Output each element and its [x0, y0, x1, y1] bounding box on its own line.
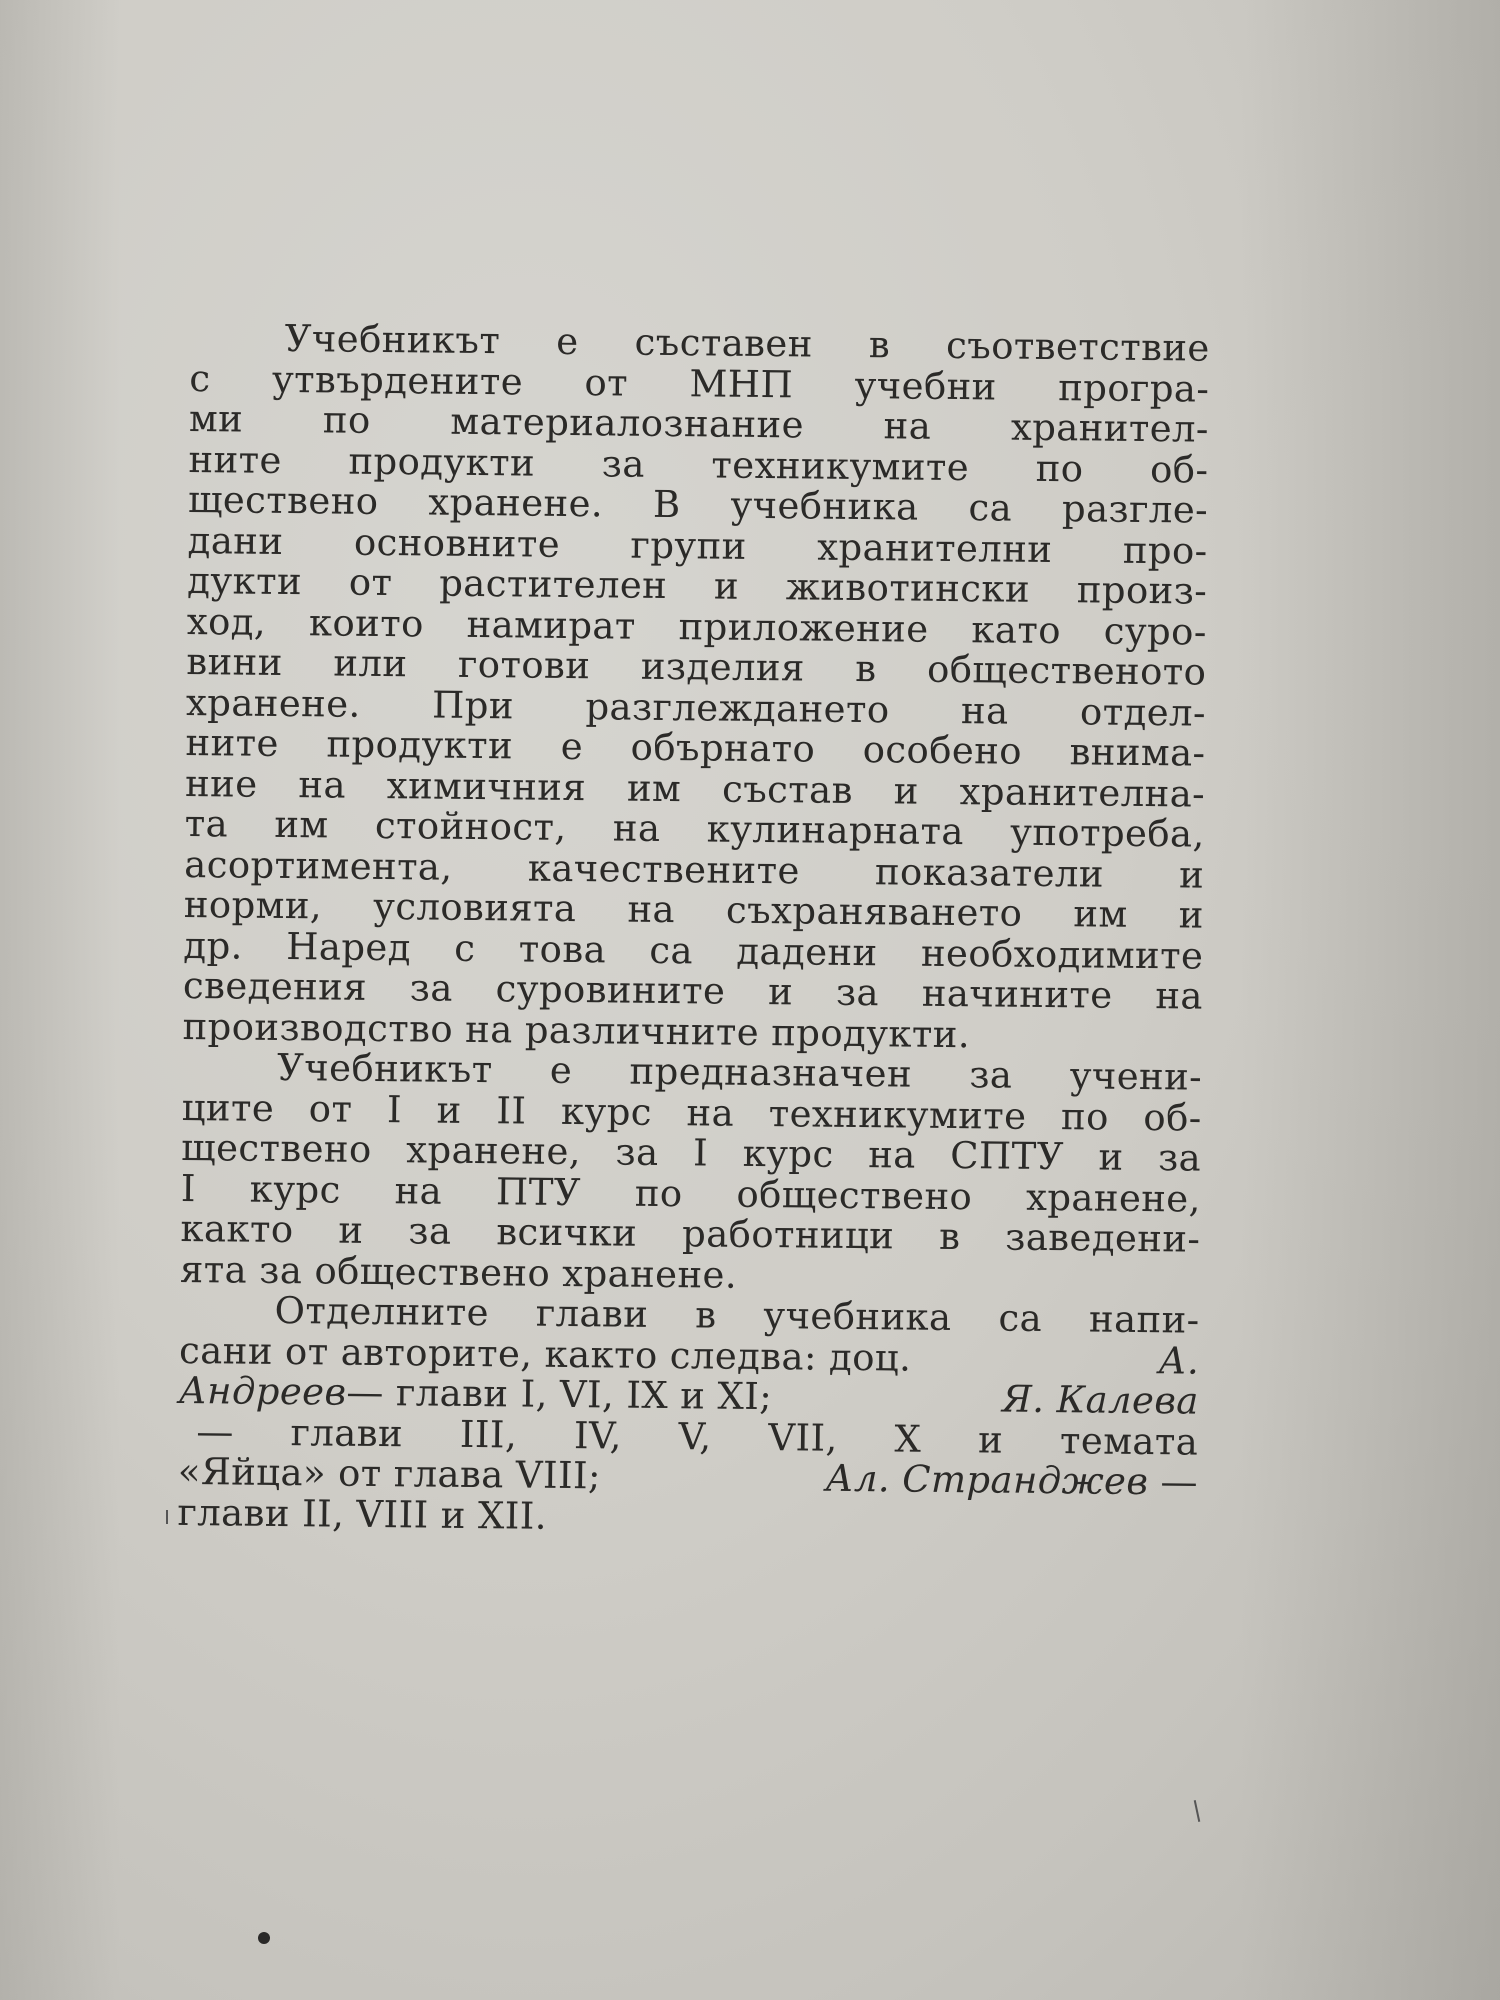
- author-name: Я. Калева: [1001, 1377, 1199, 1423]
- text: ществено хранене. В учебника са разгле-: [187, 477, 1209, 532]
- text: производство на различните продукти.: [182, 1004, 971, 1056]
- text: дукти от растителен и животински произ-: [187, 558, 1208, 613]
- author-name: Ал. Странджев: [825, 1456, 1149, 1504]
- paper-mark: [166, 1510, 168, 1524]
- text: др. Наред с това са дадени необходимите: [183, 923, 1204, 978]
- text: дани основните групи хранителни про-: [187, 518, 1208, 573]
- text: асортимента, качествените показатели и: [184, 842, 1205, 897]
- author-name: Андреев: [178, 1368, 347, 1414]
- text: ние на химичния им състав и хранителна-: [184, 761, 1206, 816]
- text: хранене. При разглеждането на отдел-: [185, 680, 1207, 735]
- text: сведения за суровините и за начините на: [182, 963, 1204, 1018]
- text: сани от авторите, както следва: доц.: [178, 1328, 912, 1380]
- text: глави II, VIII и XII.: [177, 1490, 548, 1538]
- text: ми по материалознание на хранител-: [188, 396, 1210, 451]
- text: ята за обществено хранене.: [179, 1247, 738, 1297]
- author-name: А.: [1158, 1338, 1200, 1383]
- paragraph-1: [182, 318, 1210, 1058]
- text: — глави I, VI, IX и XI;: [346, 1370, 773, 1419]
- text: — глави III, IV, V, VII, X и темата: [196, 1409, 1199, 1464]
- text: та им стойност, на кулинарната употреба,: [184, 801, 1205, 856]
- text: «Яйца» от глава VIII;: [177, 1449, 602, 1498]
- text: Учебникът е предназначен за учени-: [276, 1045, 1203, 1099]
- text: Учебникът е съставен в съответствие: [284, 316, 1210, 370]
- paper-mark: [1194, 1800, 1201, 1822]
- text: Отделните глави в учебника са напи-: [274, 1288, 1200, 1342]
- text: вини или готови изделия в общественото: [186, 639, 1207, 694]
- text: ществено хранене, за I курс на СПТУ и за: [181, 1125, 1202, 1180]
- text: ните продукти за техникумите по об-: [188, 437, 1209, 492]
- text: —: [1160, 1460, 1199, 1504]
- text: както и за всички работници в заведени-: [180, 1206, 1201, 1261]
- text: I курс на ПТУ по обществено хранене,: [180, 1166, 1201, 1221]
- page-shadow-right: [1240, 0, 1500, 2000]
- text: ците от I и II курс на техникумите по об-: [181, 1085, 1202, 1140]
- text: ход, които намират приложение като суро-: [186, 599, 1207, 654]
- paragraph-3: [177, 1290, 1199, 1544]
- ink-speck: [258, 1932, 270, 1944]
- text: норми, условията на съхраняването им и: [183, 882, 1205, 937]
- page-shadow-left: [0, 0, 120, 2000]
- text: с утвърдените от МНП учебни програ-: [189, 356, 1210, 411]
- text: ните продукти е обърнато особено внима-: [185, 720, 1206, 775]
- preface-text: [177, 318, 1210, 1544]
- paragraph-2: [180, 1047, 1202, 1301]
